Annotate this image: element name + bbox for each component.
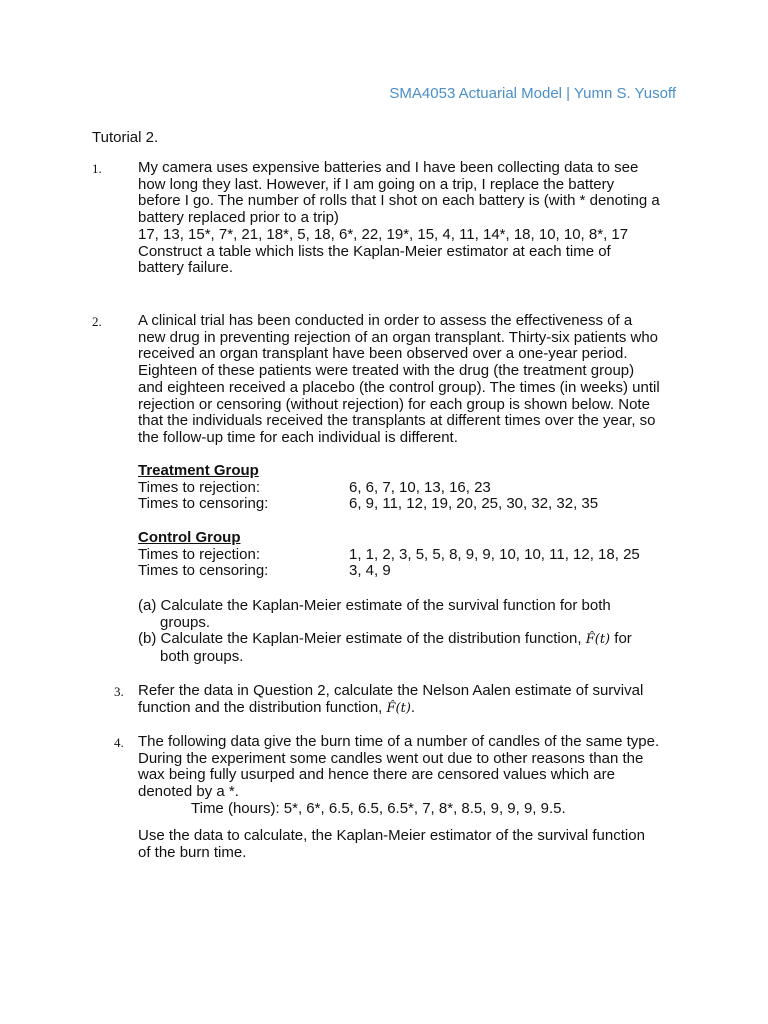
part-b-cont: both groups. xyxy=(160,648,244,666)
q2-line: new drug in preventing rejection of an organ transplant. Thirty-six patients who xyxy=(138,328,659,346)
part-b-end: for xyxy=(610,630,632,648)
q1-line: battery failure. xyxy=(138,259,234,277)
q1-line: before I go. The number of rolls that I shot on each battery is (with * denoting a xyxy=(138,192,660,210)
q1-line: 17, 13, 15*, 7*, 21, 18*, 5, 18, 6*, 22, 19*, 15, 4, 11, 14*, 18, 10, 10, 8*, 17 xyxy=(138,225,629,243)
page-title: Tutorial 2. xyxy=(92,129,159,146)
q1-number: 1. xyxy=(92,161,102,176)
control-heading: Control Group xyxy=(138,529,241,546)
row-label: Times to censoring: xyxy=(138,562,269,580)
q3-body xyxy=(138,683,698,717)
q2-line: rejection or censoring (without rejection) for each group is shown below. Note xyxy=(138,395,650,413)
q2-parts xyxy=(138,598,698,666)
q2-line: and eighteen received a placebo (the control group). The times (in weeks) until xyxy=(138,378,660,396)
f-hat-symbol: F̂(t) xyxy=(386,700,411,716)
q1-line: how long they last. However, if I am going on a trip, I replace the battery xyxy=(138,175,615,193)
control-censoring-row xyxy=(138,563,698,580)
q4-line: During the experiment some candles went out due to other reasons than the xyxy=(138,749,644,767)
row-label: Times to censoring: xyxy=(138,495,269,513)
q4-times: Time (hours): 5*, 6*, 6.5, 6.5, 6.5*, 7, 8*, 8.5, 9, 9, 9, 9.5. xyxy=(191,799,566,817)
treatment-heading: Treatment Group xyxy=(138,462,259,479)
q4-instruction xyxy=(138,828,698,861)
control-rejection-row xyxy=(138,547,698,564)
q2-line: A clinical trial has been conducted in order to assess the effectiveness of a xyxy=(138,312,633,329)
q4-line: The following data give the burn time of a number of candles of the same type. xyxy=(138,733,660,750)
q1-line: battery replaced prior to a trip) xyxy=(138,209,339,227)
page-header: SMA4053 Actuarial Model | Yumn S. Yusoff xyxy=(389,85,676,102)
q1-line: My camera uses expensive batteries and I have been collecting data to see xyxy=(138,159,639,176)
row-values: 1, 1, 2, 3, 5, 5, 8, 9, 9, 10, 10, 11, 12, 18, 25 xyxy=(349,545,640,563)
q1-body xyxy=(138,160,698,277)
q2-line: that the individuals received the transplants at different times over the year, so xyxy=(138,412,656,430)
treatment-censoring-row xyxy=(138,496,698,513)
row-values: 3, 4, 9 xyxy=(349,562,391,580)
row-values: 6, 6, 7, 10, 13, 16, 23 xyxy=(349,478,491,496)
q4-use-line: Use the data to calculate, the Kaplan-Meier estimator of the survival function xyxy=(138,827,645,844)
q4-line: wax being fully usurped and hence there are censored values which are xyxy=(138,766,615,784)
q3-line2-text: function and the distribution function, xyxy=(138,698,383,716)
q3-line2-end: . xyxy=(410,698,416,716)
row-label: Times to rejection: xyxy=(138,478,260,496)
q3-number: 3. xyxy=(114,684,124,699)
part-b-text: (b) Calculate the Kaplan-Meier estimate of the distribution function, xyxy=(138,630,582,648)
part-b xyxy=(138,631,698,649)
treatment-rejection-row xyxy=(138,480,698,497)
row-values: 6, 9, 11, 12, 19, 20, 25, 30, 32, 32, 35 xyxy=(349,495,599,513)
q1-line: Construct a table which lists the Kaplan-Meier estimator at each time of xyxy=(138,242,611,260)
treatment-group xyxy=(138,463,698,513)
q3-line: Refer the data in Question 2, calculate the Nelson Aalen estimate of survival xyxy=(138,682,644,699)
q2-line: Eighteen of these patients were treated with the drug (the treatment group) xyxy=(138,362,635,380)
q2-line: received an organ transplant have been observed over a one-year period. xyxy=(138,345,628,363)
control-group xyxy=(138,530,698,580)
q4-use-line: of the burn time. xyxy=(138,843,247,861)
row-label: Times to rejection: xyxy=(138,545,260,563)
f-hat-symbol: F̂(t) xyxy=(585,632,611,648)
q2-body xyxy=(138,313,698,447)
part-a-cont: groups. xyxy=(160,613,211,631)
q4-number: 4. xyxy=(114,735,124,750)
part-a: (a) Calculate the Kaplan-Meier estimate of the survival function for both xyxy=(138,597,611,614)
q3-line xyxy=(138,700,698,718)
q4-line: denoted by a *. xyxy=(138,783,239,801)
q4-body xyxy=(138,734,698,818)
q2-number: 2. xyxy=(92,314,102,329)
q2-line: the follow-up time for each individual is different. xyxy=(138,428,458,446)
